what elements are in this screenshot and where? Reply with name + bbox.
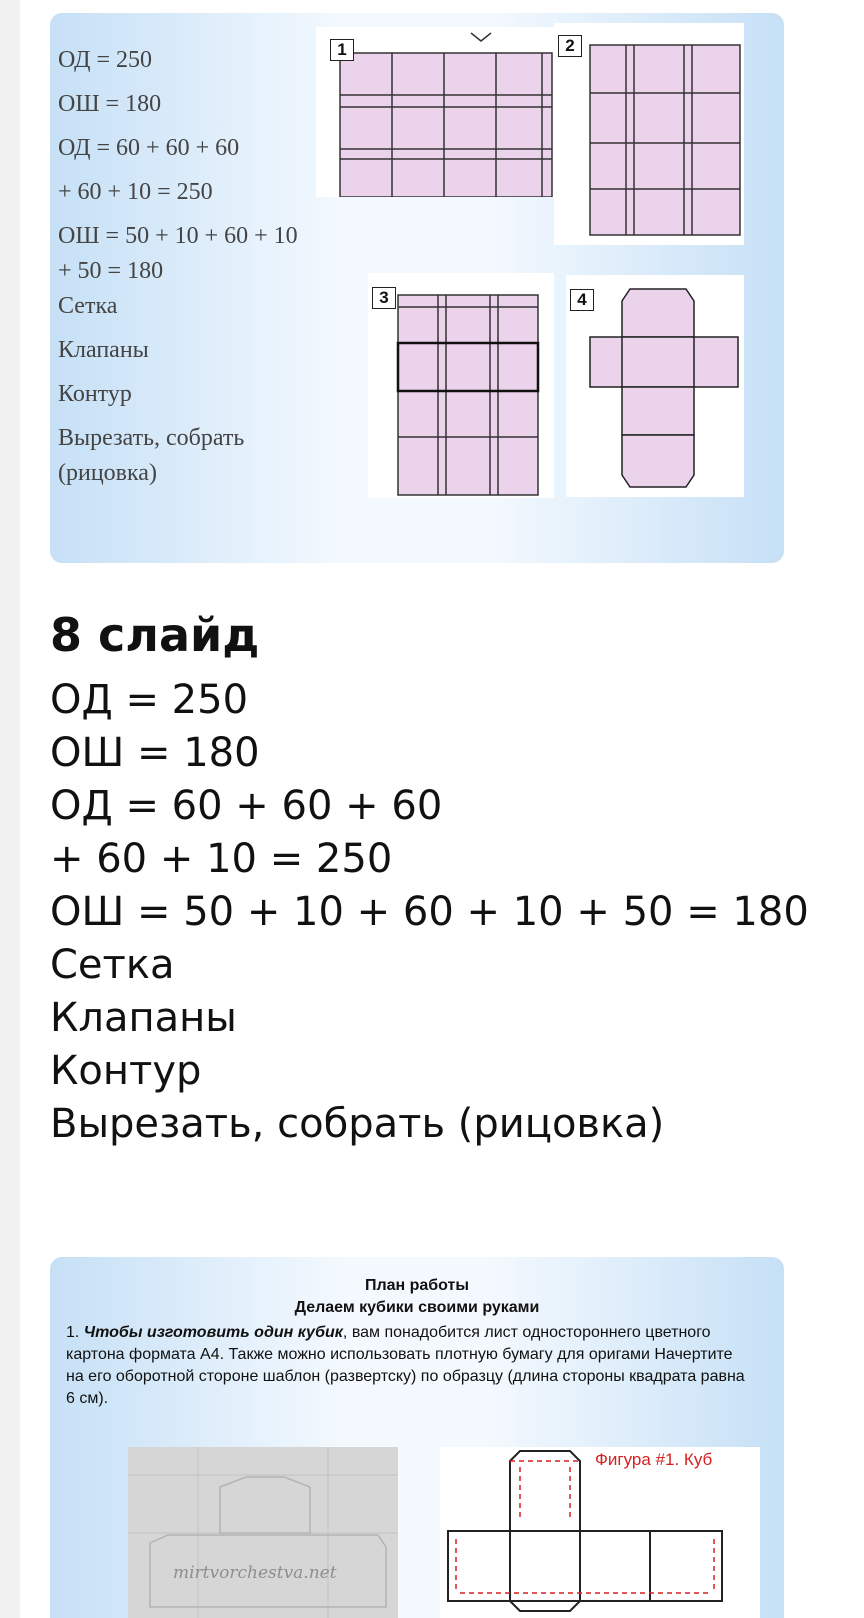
text-line: Сетка bbox=[50, 942, 175, 988]
figure-2-grid bbox=[554, 23, 744, 245]
text-line: ОШ = 50 + 10 + 60 + 10 + 50 = 180 bbox=[50, 889, 809, 935]
figure-number: 1 bbox=[330, 39, 354, 61]
figure-number: 3 bbox=[372, 287, 396, 309]
slide-title: План работы bbox=[364, 1277, 470, 1294]
text-line: ОД = 250 bbox=[50, 677, 249, 723]
para-emphasis: Чтобы изготовить один кубик bbox=[83, 1324, 343, 1341]
slide-line: + 60 + 10 = 250 bbox=[58, 179, 213, 205]
slide-text bbox=[58, 43, 358, 491]
text-line: Вырезать, собрать (рицовка) bbox=[50, 1101, 665, 1147]
text-line: Клапаны bbox=[50, 995, 237, 1041]
slide-line: Контур bbox=[58, 381, 132, 407]
slide-line-group bbox=[58, 421, 358, 491]
photo-drawing bbox=[128, 1447, 398, 1618]
slide-line: ОД = 250 bbox=[58, 47, 153, 73]
slide-subtitle: Делаем кубики своими руками bbox=[294, 1299, 540, 1316]
section-heading: 8 слайд bbox=[50, 608, 260, 662]
left-gutter bbox=[0, 0, 20, 1618]
para-number: 1. bbox=[66, 1324, 84, 1341]
text-line: ОШ = 180 bbox=[50, 730, 260, 776]
slide-line: + 50 = 180 bbox=[58, 258, 164, 284]
figure-3-grid bbox=[368, 273, 554, 498]
template-photo bbox=[128, 1447, 398, 1618]
slide-line: Сетка bbox=[58, 293, 118, 319]
figure-1-grid bbox=[316, 27, 562, 197]
cube-net-figure bbox=[440, 1447, 760, 1618]
text-line: + 60 + 10 = 250 bbox=[50, 836, 393, 882]
figure-caption: Фигура #1. Куб bbox=[595, 1450, 713, 1469]
slide-paragraph bbox=[66, 1322, 746, 1410]
slide-line: Вырезать, собрать bbox=[58, 425, 245, 451]
slide-line: Клапаны bbox=[58, 337, 149, 363]
slide-line-group bbox=[58, 219, 358, 289]
figure-4-net bbox=[566, 275, 744, 497]
grid-drawing bbox=[554, 23, 744, 245]
slide-image-1 bbox=[50, 13, 784, 563]
slide-line: ОШ = 180 bbox=[58, 91, 162, 117]
section-text bbox=[50, 674, 809, 1151]
watermark: mirtvorchestva.net bbox=[173, 1563, 337, 1583]
slide-image-2 bbox=[50, 1257, 784, 1618]
figure-number: 2 bbox=[558, 35, 582, 57]
cube-net-drawing bbox=[440, 1447, 760, 1618]
text-line: Контур bbox=[50, 1048, 202, 1094]
slide-line: ОШ = 50 + 10 + 60 + 10 bbox=[58, 223, 298, 249]
slide-line: ОД = 60 + 60 + 60 bbox=[58, 135, 240, 161]
para-text: , вам понадобится лист одностороннего цветного картона формата А4. Также можно использовать плотную бумагу для оригами Начертите на его оборотной стороне шаблон (развертску) по образцу (длина стороны квадрата равна 6 см). bbox=[66, 1324, 745, 1407]
text-line: ОД = 60 + 60 + 60 bbox=[50, 783, 443, 829]
slide-line: (рицовка) bbox=[58, 460, 157, 486]
figure-number: 4 bbox=[570, 289, 594, 311]
